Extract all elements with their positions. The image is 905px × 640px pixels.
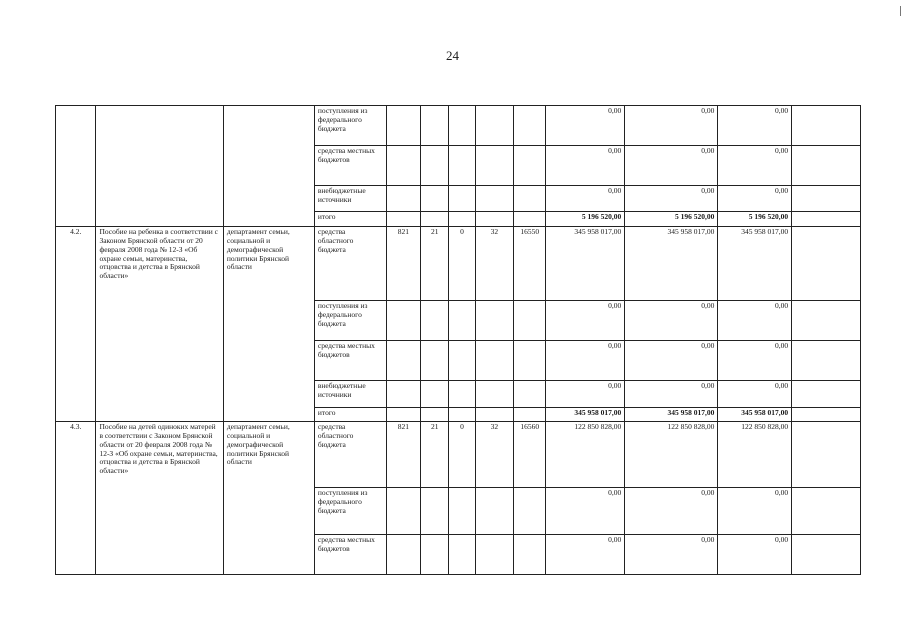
value-cell: 0,00 — [546, 186, 625, 212]
grbs-code: 821 — [386, 422, 420, 488]
value-cell: 0,00 — [625, 535, 718, 575]
rz-code: 21 — [421, 422, 449, 488]
name-cell — [96, 106, 223, 227]
source-cell: итого — [314, 212, 386, 227]
value-cell: 0,00 — [625, 301, 718, 341]
pr-code: 0 — [449, 422, 475, 488]
total-value-cell: 345 958 017,00 — [546, 408, 625, 422]
value-cell: 0,00 — [546, 106, 625, 146]
source-cell: средства областного бюджета — [314, 227, 386, 301]
csr-code: 32 — [475, 227, 513, 301]
source-cell: внебюджетные источники — [314, 381, 386, 408]
source-cell: поступления из федерального бюджета — [314, 301, 386, 341]
number-cell — [56, 106, 96, 227]
budget-table — [55, 105, 861, 575]
vr-code: 16550 — [514, 227, 546, 301]
source-cell: итого — [314, 408, 386, 422]
item-executor: департамент семьи, социальной и демографической политики Брянской области — [223, 227, 314, 422]
value-cell: 0,00 — [546, 146, 625, 186]
value-cell: 345 958 017,00 — [718, 227, 792, 301]
value-cell: 0,00 — [546, 341, 625, 381]
value-cell: 0,00 — [546, 381, 625, 408]
value-cell: 0,00 — [625, 381, 718, 408]
value-cell: 0,00 — [546, 535, 625, 575]
value-cell: 0,00 — [546, 488, 625, 535]
value-cell: 122 850 828,00 — [625, 422, 718, 488]
item-number: 4.2. — [56, 227, 96, 422]
value-cell: 0,00 — [625, 186, 718, 212]
pr-code: 0 — [449, 227, 475, 301]
value-cell: 345 958 017,00 — [625, 227, 718, 301]
value-cell: 0,00 — [718, 488, 792, 535]
source-cell: средства местных бюджетов — [314, 535, 386, 575]
value-cell: 0,00 — [718, 535, 792, 575]
value-cell: 0,00 — [625, 106, 718, 146]
table-row — [56, 106, 861, 146]
value-cell: 0,00 — [546, 301, 625, 341]
item-executor: департамент семьи, социальной и демографической политики Брянской области — [223, 422, 314, 575]
total-value-cell: 5 196 520,00 — [546, 212, 625, 227]
source-cell: средства областного бюджета — [314, 422, 386, 488]
table-row — [56, 227, 861, 301]
value-cell: 0,00 — [718, 106, 792, 146]
source-cell: внебюджетные источники — [314, 186, 386, 212]
csr-code: 32 — [475, 422, 513, 488]
value-cell: 0,00 — [718, 146, 792, 186]
value-cell: 0,00 — [625, 488, 718, 535]
total-value-cell: 5 196 520,00 — [718, 212, 792, 227]
source-cell: поступления из федерального бюджета — [314, 488, 386, 535]
total-value-cell: 5 196 520,00 — [625, 212, 718, 227]
value-cell: 122 850 828,00 — [546, 422, 625, 488]
source-cell: средства местных бюджетов — [314, 146, 386, 186]
value-cell: 122 850 828,00 — [718, 422, 792, 488]
total-value-cell: 345 958 017,00 — [625, 408, 718, 422]
rz-code: 21 — [421, 227, 449, 301]
value-cell: 0,00 — [718, 381, 792, 408]
scan-mark — [900, 6, 901, 16]
vr-code: 16560 — [514, 422, 546, 488]
value-cell: 0,00 — [718, 301, 792, 341]
item-number: 4.3. — [56, 422, 96, 575]
value-cell: 0,00 — [718, 186, 792, 212]
value-cell: 0,00 — [718, 341, 792, 381]
source-cell: средства местных бюджетов — [314, 341, 386, 381]
item-name: Пособие на ребенка в соответствии с Законом Брянской области от 20 февраля 2008 года № 12-З «Об охране семьи, материнства, отцовства и детства в Брянской области» — [96, 227, 223, 422]
value-cell: 0,00 — [625, 146, 718, 186]
value-cell: 0,00 — [625, 341, 718, 381]
value-cell: 345 958 017,00 — [546, 227, 625, 301]
grbs-code: 821 — [386, 227, 420, 301]
table-row — [56, 422, 861, 488]
item-name: Пособие на детей одиноких матерей в соответствии с Законом Брянской области от 20 февраля 2008 года № 12-З «Об охране семьи, материнства, отцовства и детства в Брянской области» — [96, 422, 223, 575]
source-cell: поступления из федерального бюджета — [314, 106, 386, 146]
page-number: 24 — [446, 48, 459, 63]
total-value-cell: 345 958 017,00 — [718, 408, 792, 422]
executor-cell — [223, 106, 314, 227]
